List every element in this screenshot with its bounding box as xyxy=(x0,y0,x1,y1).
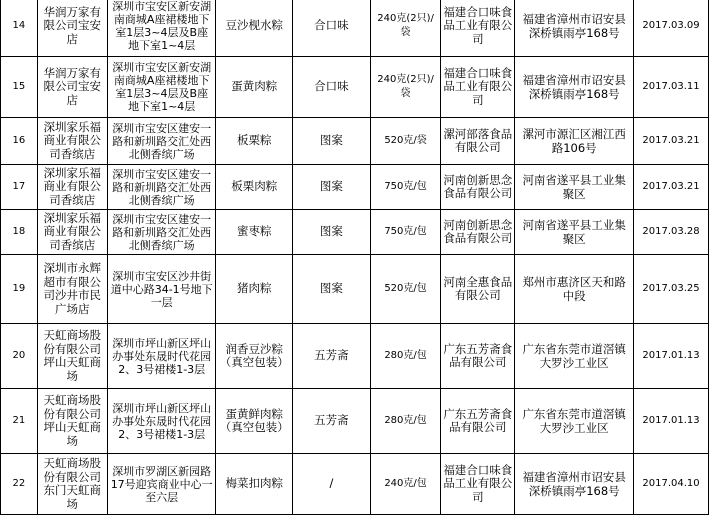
production-date-cell: 2017.01.13 xyxy=(634,324,709,389)
production-date-cell: 2017.04.10 xyxy=(634,454,709,515)
sampled-address-cell: 深圳市罗湖区新园路17号迎宾商业中心一至六层 xyxy=(107,454,216,515)
producer-cell: 漯河部落食品有限公司 xyxy=(441,118,515,165)
sampled-unit-cell: 华润万家有限公司宝安店 xyxy=(37,0,107,57)
product-name-cell: 板栗肉粽 xyxy=(216,165,292,210)
producer-address-cell: 河南省遂平县工业集聚区 xyxy=(515,165,634,210)
production-date-cell: 2017.03.21 xyxy=(634,118,709,165)
table-body xyxy=(1,0,709,515)
production-date-cell: 2017.03.28 xyxy=(634,210,709,255)
brand-cell: 图案 xyxy=(292,210,370,255)
spec-cell: 520克/包 xyxy=(370,255,441,324)
sampled-unit-cell: 天虹商场股份有限公司坪山天虹商场 xyxy=(37,389,107,454)
table-row xyxy=(1,255,709,324)
brand-cell: 图案 xyxy=(292,255,370,324)
row-number: 21 xyxy=(1,389,38,454)
sampled-unit-cell: 天虹商场股份有限公司坪山天虹商场 xyxy=(37,324,107,389)
sampled-address-cell: 深圳市宝安区新安湖南商城A座裙楼地下室1层3~4层及B座地下室1~4层 xyxy=(107,57,216,118)
row-number: 22 xyxy=(1,454,38,515)
producer-cell: 福建合口味食品工业有限公司 xyxy=(441,454,515,515)
producer-address-cell: 福建省漳州市诏安县深桥镇雨亭168号 xyxy=(515,0,634,57)
sampled-unit-cell: 深圳家乐福商业有限公司香缤店 xyxy=(37,118,107,165)
producer-address-cell: 福建省漳州市诏安县深桥镇雨亭168号 xyxy=(515,57,634,118)
spec-cell: 240克/包 xyxy=(370,454,441,515)
producer-address-cell: 广东省东莞市道滘镇大罗沙工业区 xyxy=(515,389,634,454)
sampled-address-cell: 深圳市宝安区建安一路和新圳路交汇处西北侧香缤广场 xyxy=(107,165,216,210)
row-number: 15 xyxy=(1,57,38,118)
sampled-address-cell: 深圳市宝安区新安湖南商城A座裙楼地下室1层3~4层及B座地下室1~4层 xyxy=(107,0,216,57)
row-number: 17 xyxy=(1,165,38,210)
producer-cell: 福建合口味食品工业有限公司 xyxy=(441,0,515,57)
spec-cell: 750克/包 xyxy=(370,165,441,210)
producer-address-cell: 郑州市惠济区天和路中段 xyxy=(515,255,634,324)
producer-cell: 河南创新思念食品有限公司 xyxy=(441,210,515,255)
sampled-unit-cell: 深圳市永辉超市有限公司沙井市民广场店 xyxy=(37,255,107,324)
table-row xyxy=(1,389,709,454)
brand-cell: 图案 xyxy=(292,118,370,165)
table-row xyxy=(1,324,709,389)
production-date-cell: 2017.01.13 xyxy=(634,389,709,454)
sampled-unit-cell: 深圳家乐福商业有限公司香缤店 xyxy=(37,210,107,255)
brand-cell: 图案 xyxy=(292,165,370,210)
brand-cell: 五芳斋 xyxy=(292,324,370,389)
production-date-cell: 2017.03.09 xyxy=(634,0,709,57)
brand-cell: 合口味 xyxy=(292,57,370,118)
sampled-address-cell: 深圳市宝安区建安一路和新圳路交汇处西北侧香缤广场 xyxy=(107,118,216,165)
product-name-cell: 润香豆沙粽（真空包装） xyxy=(216,324,292,389)
spec-cell: 520克/袋 xyxy=(370,118,441,165)
product-name-cell: 猪肉粽 xyxy=(216,255,292,324)
producer-address-cell: 福建省漳州市诏安县深桥镇雨亭168号 xyxy=(515,454,634,515)
production-date-cell: 2017.03.11 xyxy=(634,57,709,118)
sampled-address-cell: 深圳市宝安区沙井街道中心路34-1号地下一层 xyxy=(107,255,216,324)
production-date-cell: 2017.03.25 xyxy=(634,255,709,324)
product-name-cell: 蜜枣粽 xyxy=(216,210,292,255)
producer-address-cell: 漯河市源汇区湘江西路106号 xyxy=(515,118,634,165)
producer-cell: 福建合口味食品工业有限公司 xyxy=(441,57,515,118)
production-date-cell: 2017.03.21 xyxy=(634,165,709,210)
spec-cell: 240克(2只)/袋 xyxy=(370,57,441,118)
brand-cell: 五芳斋 xyxy=(292,389,370,454)
producer-cell: 广东五芳斋食品有限公司 xyxy=(441,324,515,389)
sampled-address-cell: 深圳市坪山新区坪山办事处东晟时代花园2、3号裙楼1-3层 xyxy=(107,324,216,389)
row-number: 14 xyxy=(1,0,38,57)
spec-cell: 750克/包 xyxy=(370,210,441,255)
producer-cell: 河南全惠食品有限公司 xyxy=(441,255,515,324)
producer-address-cell: 河南省遂平县工业集聚区 xyxy=(515,210,634,255)
sampled-address-cell: 深圳市宝安区建安一路和新圳路交汇处西北侧香缤广场 xyxy=(107,210,216,255)
table-row xyxy=(1,165,709,210)
product-name-cell: 蛋黄肉粽 xyxy=(216,57,292,118)
table-row xyxy=(1,210,709,255)
brand-cell: 合口味 xyxy=(292,0,370,57)
producer-cell: 河南创新思念食品有限公司 xyxy=(441,165,515,210)
spec-cell: 280克/包 xyxy=(370,324,441,389)
table-row xyxy=(1,57,709,118)
sampled-unit-cell: 华润万家有限公司宝安店 xyxy=(37,57,107,118)
row-number: 19 xyxy=(1,255,38,324)
table-row xyxy=(1,118,709,165)
sampled-address-cell: 深圳市坪山新区坪山办事处东晟时代花园2、3号裙楼1-3层 xyxy=(107,389,216,454)
brand-cell: / xyxy=(292,454,370,515)
sampled-unit-cell: 天虹商场股份有限公司东门天虹商场 xyxy=(37,454,107,515)
product-name-cell: 豆沙枧水粽 xyxy=(216,0,292,57)
product-name-cell: 板栗粽 xyxy=(216,118,292,165)
spec-cell: 280克/包 xyxy=(370,389,441,454)
row-number: 20 xyxy=(1,324,38,389)
producer-cell: 广东五芳斋食品有限公司 xyxy=(441,389,515,454)
table-row xyxy=(1,0,709,57)
product-name-cell: 蛋黄鲜肉粽（真空包装） xyxy=(216,389,292,454)
row-number: 16 xyxy=(1,118,38,165)
product-name-cell: 梅菜扣肉粽 xyxy=(216,454,292,515)
table-row xyxy=(1,454,709,515)
spec-cell: 240克(2只)/袋 xyxy=(370,0,441,57)
producer-address-cell: 广东省东莞市道滘镇大罗沙工业区 xyxy=(515,324,634,389)
sampled-unit-cell: 深圳家乐福商业有限公司香缤店 xyxy=(37,165,107,210)
row-number: 18 xyxy=(1,210,38,255)
